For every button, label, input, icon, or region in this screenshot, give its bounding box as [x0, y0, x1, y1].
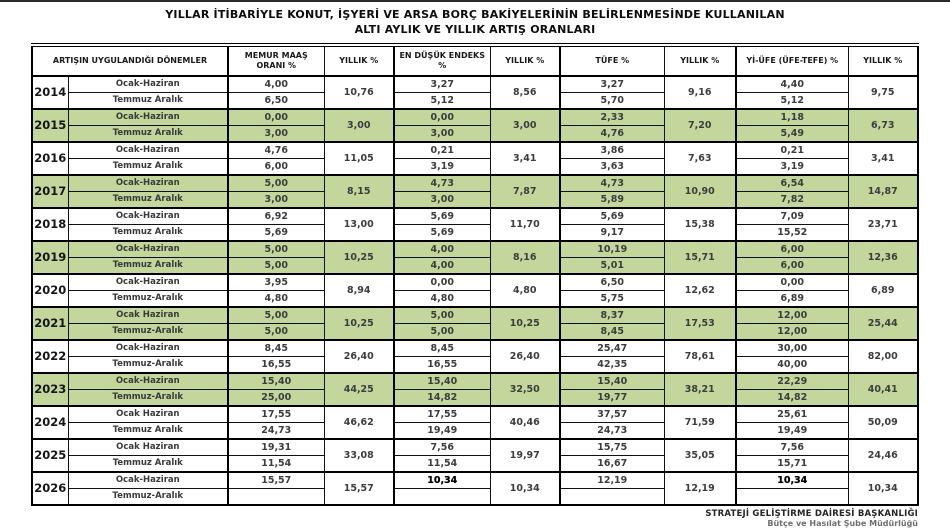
period-cell: Temmuz-Aralık	[68, 389, 228, 406]
yiufe-yillik-cell: 23,71	[848, 208, 918, 241]
period-cell: Ocak-Haziran	[68, 373, 228, 390]
memur-h2-cell: 6,50	[228, 92, 324, 109]
yiufe-h2-cell: 12,00	[736, 323, 848, 340]
tufe-h1-cell: 5,69	[560, 208, 664, 225]
yiufe-yillik-cell: 3,41	[848, 142, 918, 175]
tufe-yillik-cell: 78,61	[664, 340, 736, 373]
period-cell: Ocak-Haziran	[68, 241, 228, 258]
year-cell: 2023	[32, 373, 68, 406]
tufe-h1-cell: 2,33	[560, 109, 664, 126]
period-cell: Temmuz-Aralık	[68, 323, 228, 340]
memur-h1-cell: 8,45	[228, 340, 324, 357]
tufe-h1-cell: 4,73	[560, 175, 664, 192]
table-row	[32, 142, 918, 159]
tufe-h1-cell: 3,27	[560, 76, 664, 93]
tufe-yillik-cell: 71,59	[664, 406, 736, 439]
memur-h2-cell: 6,00	[228, 158, 324, 175]
tufe-yillik-cell: 15,38	[664, 208, 736, 241]
yiufe-h1-cell: 6,00	[736, 241, 848, 258]
col-header: YILLIK %	[324, 45, 394, 76]
year-cell: 2025	[32, 439, 68, 472]
memur-yillik-cell: 46,62	[324, 406, 394, 439]
memur-yillik-cell: 15,57	[324, 472, 394, 505]
table-row	[32, 439, 918, 456]
yiufe-h1-cell: 4,40	[736, 76, 848, 93]
table-row	[32, 389, 918, 406]
endusuk-h1-cell: 3,27	[394, 76, 490, 93]
table-row	[32, 422, 918, 439]
period-cell: Ocak Haziran	[68, 406, 228, 423]
period-cell: Ocak-Haziran	[68, 472, 228, 489]
yiufe-h2-cell: 14,82	[736, 389, 848, 406]
yiufe-yillik-cell: 25,44	[848, 307, 918, 340]
period-cell: Temmuz Aralık	[68, 455, 228, 472]
memur-h1-cell: 0,00	[228, 109, 324, 126]
endusuk-h1-cell: 10,34	[394, 472, 490, 489]
tufe-yillik-cell: 38,21	[664, 373, 736, 406]
col-header: YILLIK %	[848, 45, 918, 76]
period-cell: Ocak-Haziran	[68, 76, 228, 93]
tufe-h1-cell: 15,75	[560, 439, 664, 456]
endusuk-yillik-cell: 19,97	[490, 439, 560, 472]
table-row	[32, 158, 918, 175]
yiufe-h2-cell: 7,82	[736, 191, 848, 208]
year-cell: 2017	[32, 175, 68, 208]
title-line-2: ALTI AYLIK VE YILLIK ARTIŞ ORANLARI	[354, 22, 596, 36]
period-cell: Temmuz Aralık	[68, 158, 228, 175]
table-row	[32, 191, 918, 208]
endusuk-yillik-cell: 10,25	[490, 307, 560, 340]
table-row	[32, 175, 918, 192]
memur-yillik-cell: 44,25	[324, 373, 394, 406]
tufe-h1-cell: 3,86	[560, 142, 664, 159]
endusuk-h1-cell: 0,21	[394, 142, 490, 159]
endusuk-h2-cell: 4,80	[394, 290, 490, 307]
endusuk-h2-cell	[394, 488, 490, 505]
yiufe-h1-cell: 0,21	[736, 142, 848, 159]
memur-yillik-cell: 8,94	[324, 274, 394, 307]
endusuk-h1-cell: 4,00	[394, 241, 490, 258]
table-row	[32, 92, 918, 109]
endusuk-h1-cell: 7,56	[394, 439, 490, 456]
endusuk-h2-cell: 14,82	[394, 389, 490, 406]
year-cell: 2026	[32, 472, 68, 505]
memur-yillik-cell: 10,25	[324, 241, 394, 274]
page-title	[0, 8, 950, 38]
yiufe-yillik-cell: 24,46	[848, 439, 918, 472]
yiufe-h1-cell: 7,09	[736, 208, 848, 225]
yiufe-h1-cell: 0,00	[736, 274, 848, 291]
period-cell: Temmuz Aralık	[68, 224, 228, 241]
endusuk-h2-cell: 5,00	[394, 323, 490, 340]
endusuk-yillik-cell: 7,87	[490, 175, 560, 208]
yiufe-h1-cell: 30,00	[736, 340, 848, 357]
memur-h2-cell: 5,00	[228, 257, 324, 274]
period-cell: Temmuz Aralık	[68, 92, 228, 109]
period-cell: Temmuz-Aralık	[68, 356, 228, 373]
endusuk-h1-cell: 5,00	[394, 307, 490, 324]
memur-yillik-cell: 11,05	[324, 142, 394, 175]
yiufe-yillik-cell: 12,36	[848, 241, 918, 274]
table-row	[32, 323, 918, 340]
memur-h1-cell: 15,40	[228, 373, 324, 390]
memur-yillik-cell: 8,15	[324, 175, 394, 208]
yiufe-h2-cell: 5,49	[736, 125, 848, 142]
memur-yillik-cell: 26,40	[324, 340, 394, 373]
yiufe-h2-cell: 15,71	[736, 455, 848, 472]
yiufe-yillik-cell: 14,87	[848, 175, 918, 208]
yiufe-h2-cell: 6,89	[736, 290, 848, 307]
period-cell: Ocak-Haziran	[68, 340, 228, 357]
endusuk-h2-cell: 19,49	[394, 422, 490, 439]
yiufe-yillik-cell: 6,73	[848, 109, 918, 142]
tufe-h2-cell: 16,67	[560, 455, 664, 472]
memur-h2-cell: 3,00	[228, 191, 324, 208]
yiufe-yillik-cell: 10,34	[848, 472, 918, 505]
tufe-h2-cell: 3,63	[560, 158, 664, 175]
endusuk-h1-cell: 15,40	[394, 373, 490, 390]
period-cell: Ocak-Haziran	[68, 109, 228, 126]
tufe-h2-cell: 8,45	[560, 323, 664, 340]
tufe-h2-cell: 5,75	[560, 290, 664, 307]
col-header: Yİ-ÜFE (ÜFE-TEFE) %	[736, 45, 848, 76]
col-header: ARTIŞIN UYGULANDIĞI DÖNEMLER	[32, 45, 228, 76]
endusuk-h2-cell: 5,69	[394, 224, 490, 241]
tufe-yillik-cell: 15,71	[664, 241, 736, 274]
memur-h1-cell: 5,00	[228, 175, 324, 192]
period-cell: Ocak Haziran	[68, 307, 228, 324]
table-row	[32, 224, 918, 241]
table-row	[32, 373, 918, 390]
tufe-h1-cell: 12,19	[560, 472, 664, 489]
footer-department: STRATEJİ GELİŞTİRME DAİRESİ BAŞKANLIĞI	[705, 508, 918, 519]
table-row	[32, 340, 918, 357]
year-cell: 2020	[32, 274, 68, 307]
tufe-h2-cell: 19,77	[560, 389, 664, 406]
col-header: TÜFE %	[560, 45, 664, 76]
memur-h1-cell: 19,31	[228, 439, 324, 456]
table-row	[32, 125, 918, 142]
memur-h1-cell: 17,55	[228, 406, 324, 423]
title-line-1: YILLAR İTİBARİYLE KONUT, İŞYERİ VE ARSA BORÇ BAKİYELERİNİN BELİRLENMESİNDE KULLANILAN	[165, 8, 785, 21]
endusuk-yillik-cell: 40,46	[490, 406, 560, 439]
year-cell: 2024	[32, 406, 68, 439]
period-cell: Ocak-Haziran	[68, 274, 228, 291]
yiufe-h1-cell: 12,00	[736, 307, 848, 324]
yiufe-h1-cell: 10,34	[736, 472, 848, 489]
memur-h1-cell: 4,76	[228, 142, 324, 159]
yiufe-yillik-cell: 82,00	[848, 340, 918, 373]
col-header: EN DÜŞÜK ENDEKS %	[394, 45, 490, 76]
col-header: YILLIK %	[490, 45, 560, 76]
endusuk-h2-cell: 4,00	[394, 257, 490, 274]
memur-h1-cell: 5,00	[228, 307, 324, 324]
table-row	[32, 307, 918, 324]
memur-h2-cell: 5,69	[228, 224, 324, 241]
table-row	[32, 406, 918, 423]
tufe-h2-cell: 9,17	[560, 224, 664, 241]
tufe-yillik-cell: 17,53	[664, 307, 736, 340]
yiufe-h1-cell: 7,56	[736, 439, 848, 456]
year-cell: 2015	[32, 109, 68, 142]
memur-h1-cell: 3,95	[228, 274, 324, 291]
year-cell: 2019	[32, 241, 68, 274]
tufe-h2-cell: 5,70	[560, 92, 664, 109]
endusuk-h2-cell: 16,55	[394, 356, 490, 373]
yiufe-h2-cell: 6,00	[736, 257, 848, 274]
table-row	[32, 257, 918, 274]
period-cell: Temmuz Aralık	[68, 257, 228, 274]
tufe-h2-cell: 24,73	[560, 422, 664, 439]
year-cell: 2022	[32, 340, 68, 373]
endusuk-h2-cell: 3,19	[394, 158, 490, 175]
yiufe-h2-cell: 40,00	[736, 356, 848, 373]
endusuk-yillik-cell: 4,80	[490, 274, 560, 307]
memur-yillik-cell: 10,25	[324, 307, 394, 340]
tufe-yillik-cell: 10,90	[664, 175, 736, 208]
memur-h1-cell: 6,92	[228, 208, 324, 225]
col-header: YILLIK %	[664, 45, 736, 76]
yiufe-h1-cell: 25,61	[736, 406, 848, 423]
memur-h2-cell	[228, 488, 324, 505]
period-cell: Temmuz-Aralık	[68, 290, 228, 307]
tufe-h1-cell: 25,47	[560, 340, 664, 357]
memur-h2-cell: 11,54	[228, 455, 324, 472]
yiufe-h1-cell: 22,29	[736, 373, 848, 390]
memur-h2-cell: 16,55	[228, 356, 324, 373]
memur-h2-cell: 4,80	[228, 290, 324, 307]
endusuk-h2-cell: 3,00	[394, 191, 490, 208]
table-row	[32, 356, 918, 373]
yiufe-h2-cell: 19,49	[736, 422, 848, 439]
endusuk-yillik-cell: 32,50	[490, 373, 560, 406]
memur-yillik-cell: 33,08	[324, 439, 394, 472]
tufe-yillik-cell: 9,16	[664, 76, 736, 109]
endusuk-h2-cell: 11,54	[394, 455, 490, 472]
table-row	[32, 241, 918, 258]
footer-unit: Bütçe ve Hasılat Şube Müdürlüğü	[767, 519, 918, 529]
yiufe-h2-cell: 5,12	[736, 92, 848, 109]
period-cell: Temmuz-Aralık	[68, 488, 228, 505]
tufe-h2-cell: 4,76	[560, 125, 664, 142]
endusuk-h2-cell: 3,00	[394, 125, 490, 142]
endusuk-yillik-cell: 11,70	[490, 208, 560, 241]
tufe-h2-cell: 5,89	[560, 191, 664, 208]
tufe-h1-cell: 10,19	[560, 241, 664, 258]
table-row	[32, 76, 918, 93]
endusuk-yillik-cell: 8,16	[490, 241, 560, 274]
tufe-yillik-cell: 7,20	[664, 109, 736, 142]
endusuk-h1-cell: 8,45	[394, 340, 490, 357]
period-cell: Temmuz Aralık	[68, 125, 228, 142]
tufe-h1-cell: 6,50	[560, 274, 664, 291]
year-cell: 2016	[32, 142, 68, 175]
year-cell: 2014	[32, 76, 68, 109]
memur-h1-cell: 5,00	[228, 241, 324, 258]
table-row	[32, 488, 918, 505]
year-cell: 2018	[32, 208, 68, 241]
tufe-h1-cell: 8,37	[560, 307, 664, 324]
endusuk-yillik-cell: 3,00	[490, 109, 560, 142]
endusuk-yillik-cell: 8,56	[490, 76, 560, 109]
tufe-yillik-cell: 12,62	[664, 274, 736, 307]
period-cell: Ocak-Haziran	[68, 208, 228, 225]
yiufe-h1-cell: 6,54	[736, 175, 848, 192]
endusuk-h1-cell: 0,00	[394, 274, 490, 291]
year-cell: 2021	[32, 307, 68, 340]
table-row	[32, 109, 918, 126]
yiufe-yillik-cell: 9,75	[848, 76, 918, 109]
table-row	[32, 455, 918, 472]
tufe-yillik-cell: 12,19	[664, 472, 736, 505]
tufe-h2-cell: 5,01	[560, 257, 664, 274]
memur-h2-cell: 25,00	[228, 389, 324, 406]
endusuk-yillik-cell: 10,34	[490, 472, 560, 505]
tufe-yillik-cell: 7,63	[664, 142, 736, 175]
period-cell: Ocak Haziran	[68, 439, 228, 456]
yiufe-yillik-cell: 50,09	[848, 406, 918, 439]
tufe-h1-cell: 15,40	[560, 373, 664, 390]
endusuk-h1-cell: 5,69	[394, 208, 490, 225]
yiufe-h2-cell: 15,52	[736, 224, 848, 241]
table-row	[32, 274, 918, 291]
period-cell: Temmuz Aralık	[68, 191, 228, 208]
endusuk-yillik-cell: 3,41	[490, 142, 560, 175]
tufe-h2-cell	[560, 488, 664, 505]
endusuk-h2-cell: 5,12	[394, 92, 490, 109]
tufe-h2-cell: 42,35	[560, 356, 664, 373]
endusuk-yillik-cell: 26,40	[490, 340, 560, 373]
col-header: MEMUR MAAŞ ORANI %	[228, 45, 324, 76]
memur-h2-cell: 3,00	[228, 125, 324, 142]
header-row	[32, 45, 918, 76]
endusuk-h1-cell: 17,55	[394, 406, 490, 423]
yiufe-h1-cell: 1,18	[736, 109, 848, 126]
memur-h1-cell: 15,57	[228, 472, 324, 489]
period-cell: Ocak-Haziran	[68, 142, 228, 159]
footer	[0, 509, 918, 529]
yiufe-yillik-cell: 6,89	[848, 274, 918, 307]
page-top-border	[0, 0, 950, 2]
table-row	[32, 290, 918, 307]
tufe-h1-cell: 37,57	[560, 406, 664, 423]
period-cell: Ocak-Haziran	[68, 175, 228, 192]
memur-h2-cell: 5,00	[228, 323, 324, 340]
rates-table	[31, 43, 919, 506]
endusuk-h1-cell: 0,00	[394, 109, 490, 126]
table-row	[32, 208, 918, 225]
tufe-yillik-cell: 35,05	[664, 439, 736, 472]
period-cell: Temmuz Aralık	[68, 422, 228, 439]
memur-yillik-cell: 13,00	[324, 208, 394, 241]
memur-h2-cell: 24,73	[228, 422, 324, 439]
yiufe-h2-cell	[736, 488, 848, 505]
memur-yillik-cell: 10,76	[324, 76, 394, 109]
yiufe-h2-cell: 3,19	[736, 158, 848, 175]
endusuk-h1-cell: 4,73	[394, 175, 490, 192]
memur-h1-cell: 4,00	[228, 76, 324, 93]
yiufe-yillik-cell: 40,41	[848, 373, 918, 406]
memur-yillik-cell: 3,00	[324, 109, 394, 142]
